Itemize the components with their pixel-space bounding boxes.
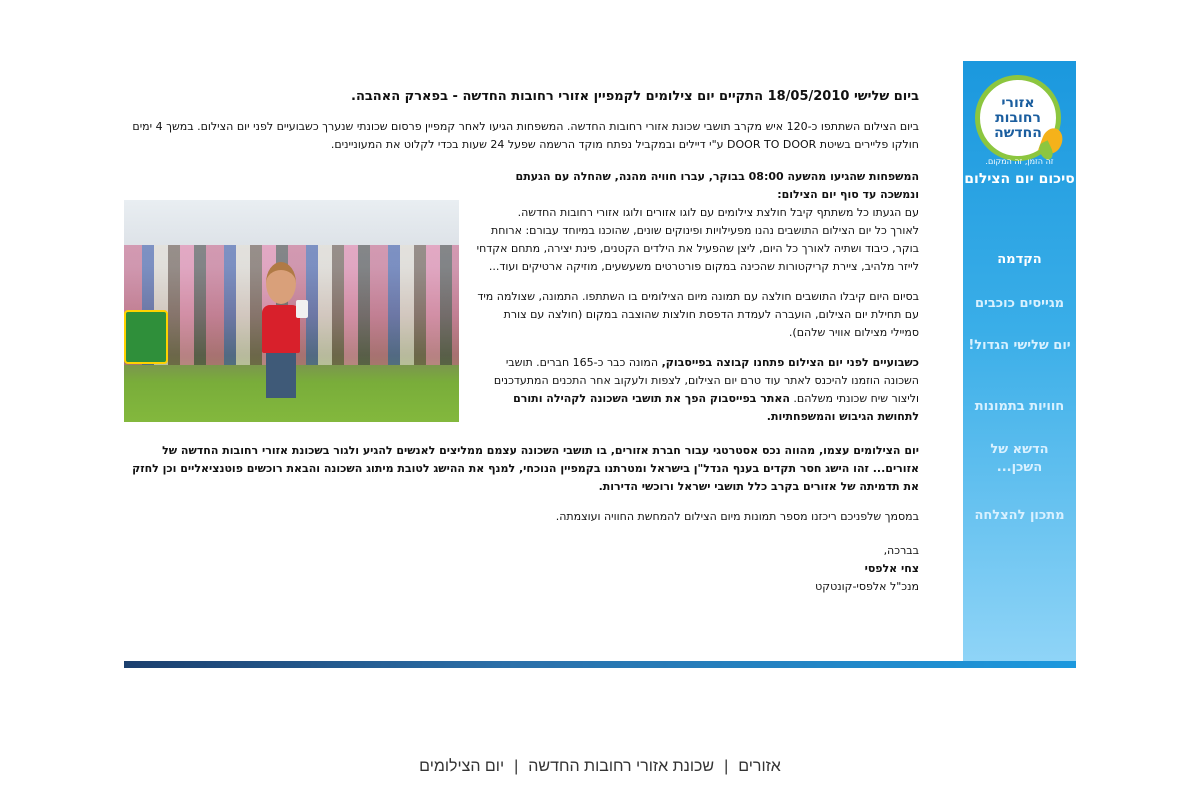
greeting: בברכה,	[883, 544, 919, 557]
article-bold-lead: המשפחות שהגיעו מהשעה 08:00 בבוקר, עברו חוויה מהנה, שהחלה עם הגעתם ונמשכה עד סוף יום הצילום:	[515, 170, 919, 201]
divider	[124, 661, 1076, 668]
article-bold-text: כשבועיים לפני יום הצילום פתחנו קבוצה בפייסבוק,	[661, 356, 919, 369]
article-text: המונה כבר כ-165 חברים. תושבי השכונה הוזמנו להיכנס לאתר עוד טרם יום הצילום, לצפות ולעקוב אחר התכנים המתעדכנים וליצור שיח שכונתי משלהם.	[493, 356, 919, 405]
logo-text: אזורי רחובות החדשה	[994, 94, 1042, 141]
nav-item-recipe-for-success[interactable]: מתכון להצלחה	[974, 508, 1065, 523]
signature	[124, 542, 919, 596]
article-line: לאורך כל יום הצילום התושבים נהנו מפעילויות ופינוקים שונים, שהוכנו במיוחד עבורם: ארוחת בוקר, כיבוד ושתיה לאורך כל היום, ליצן שהפעיל את הילדים הקטנים, פינת יצירה, מתחם אקדחי לייזר מלהיב, ציירת קריקטורות שהכינה במקום פורטרטים משעשעים, מוזיקה ארטיקים ועוד...	[476, 224, 919, 273]
event-photo	[124, 200, 459, 422]
article-paragraph: בסיום היום קיבלו התושבים חולצה עם תמונה מיום הצילומים בו השתתפו. התמונה, שצולמה מיד עם תחילת יום הצילום, הועברה לעמדת הדפסת חולצות שהוצבה במקום (חולצה עם צורת סמיילי מצילום אוויר שלהם).	[477, 290, 919, 339]
nav-item-photo-experiences[interactable]: חוויות בתמונות	[974, 399, 1065, 414]
nav-item-big-tuesday[interactable]: יום שלישי הגדול!	[968, 338, 1071, 353]
balloon-bag-graphic	[124, 310, 168, 364]
sidebar	[963, 61, 1076, 661]
article-line: עם הגעתו כל משתתף קיבל חולצת צילומים עם לוגו אזורים ולוגו אזורי רחובות החדשה.	[517, 206, 919, 219]
signer-title: מנכ"ל אלפסי-קונטקט	[815, 580, 919, 593]
footer-separator: |	[514, 758, 519, 775]
signer-name: צחי אלפסי	[864, 562, 919, 575]
section-title: סיכום יום הצילום	[964, 171, 1075, 187]
article-paragraph: במסמך שלפניכם ריכזנו מספר תמונות מיום הצילום להמחשת החוויה ועוצמתה.	[555, 510, 919, 523]
article-bold-text: האתר בפייסבוק הפך את תושבי השכונה לקהילה ותורם לתחושת הגיבוש והמשפחתיות.	[513, 392, 919, 423]
brand-logo[interactable]	[975, 75, 1061, 161]
cup-graphic	[296, 300, 308, 318]
child-graphic	[266, 262, 296, 304]
footer-link-neighborhood[interactable]: שכונת אזורי רחובות החדשה	[528, 758, 715, 775]
article-title: ביום שלישי 18/05/2010 התקיים יום צילומים לקמפיין אזורי רחובות החדשה - בפארק האהבה.	[351, 89, 919, 104]
nav-item-neighbors-lawn[interactable]: הדשא של השכן...	[990, 442, 1049, 475]
article	[124, 88, 919, 596]
footer-link-azorim[interactable]: אזורים	[738, 758, 781, 775]
footer-link-photo-day[interactable]: יום הצילומים	[419, 758, 505, 775]
child-legs-graphic	[266, 353, 296, 398]
footer-breadcrumb	[0, 758, 1200, 776]
logo-slogan: זה הזמן, זה המקום.	[985, 157, 1054, 166]
child-shirt-graphic	[262, 305, 300, 353]
nav-item-recruiting-stars[interactable]: מגייסים כוכבים	[974, 296, 1065, 311]
article-paragraph: ביום הצילום השתתפו כ-120 איש מקרב תושבי שכונת אזורי רחובות החדשה. המשפחות הגיעו לאחר קמפיין פרסום שכונתי שנערך כשבועיים לפני יום הצילום. במשך 4 ימים חולקו פליירים בשיטת DOOR TO DOOR ע"י דיילים ובמקביל נפתח מוקד הרשמה שפעל 24 שעות בכדי לקלוט את המעוניינים.	[132, 120, 919, 151]
article-paragraph: יום הצילומים עצמו, מהווה נכס אסטרטגי עבור חברת אזורים, בו תושבי השכונה עצמם ממליצים לאנשים להגיע ולגור בשכונת אזורי רחובות החדשה של אזורים... זהו הישג חסר תקדים בענף הנדל"ן בישראל ומטרתנו בקמפיין הנוכחי, למנף את ההישג לטובת מיתוג השכונה והבאת רוכשים פוטנציאליים וכן לחזק את תדמיתה של אזורים בקרב כלל תושבי ישראל ורוכשי הדירות.	[132, 444, 919, 493]
nav-item-intro[interactable]: הקדמה	[997, 252, 1042, 267]
footer-separator: |	[724, 758, 729, 775]
